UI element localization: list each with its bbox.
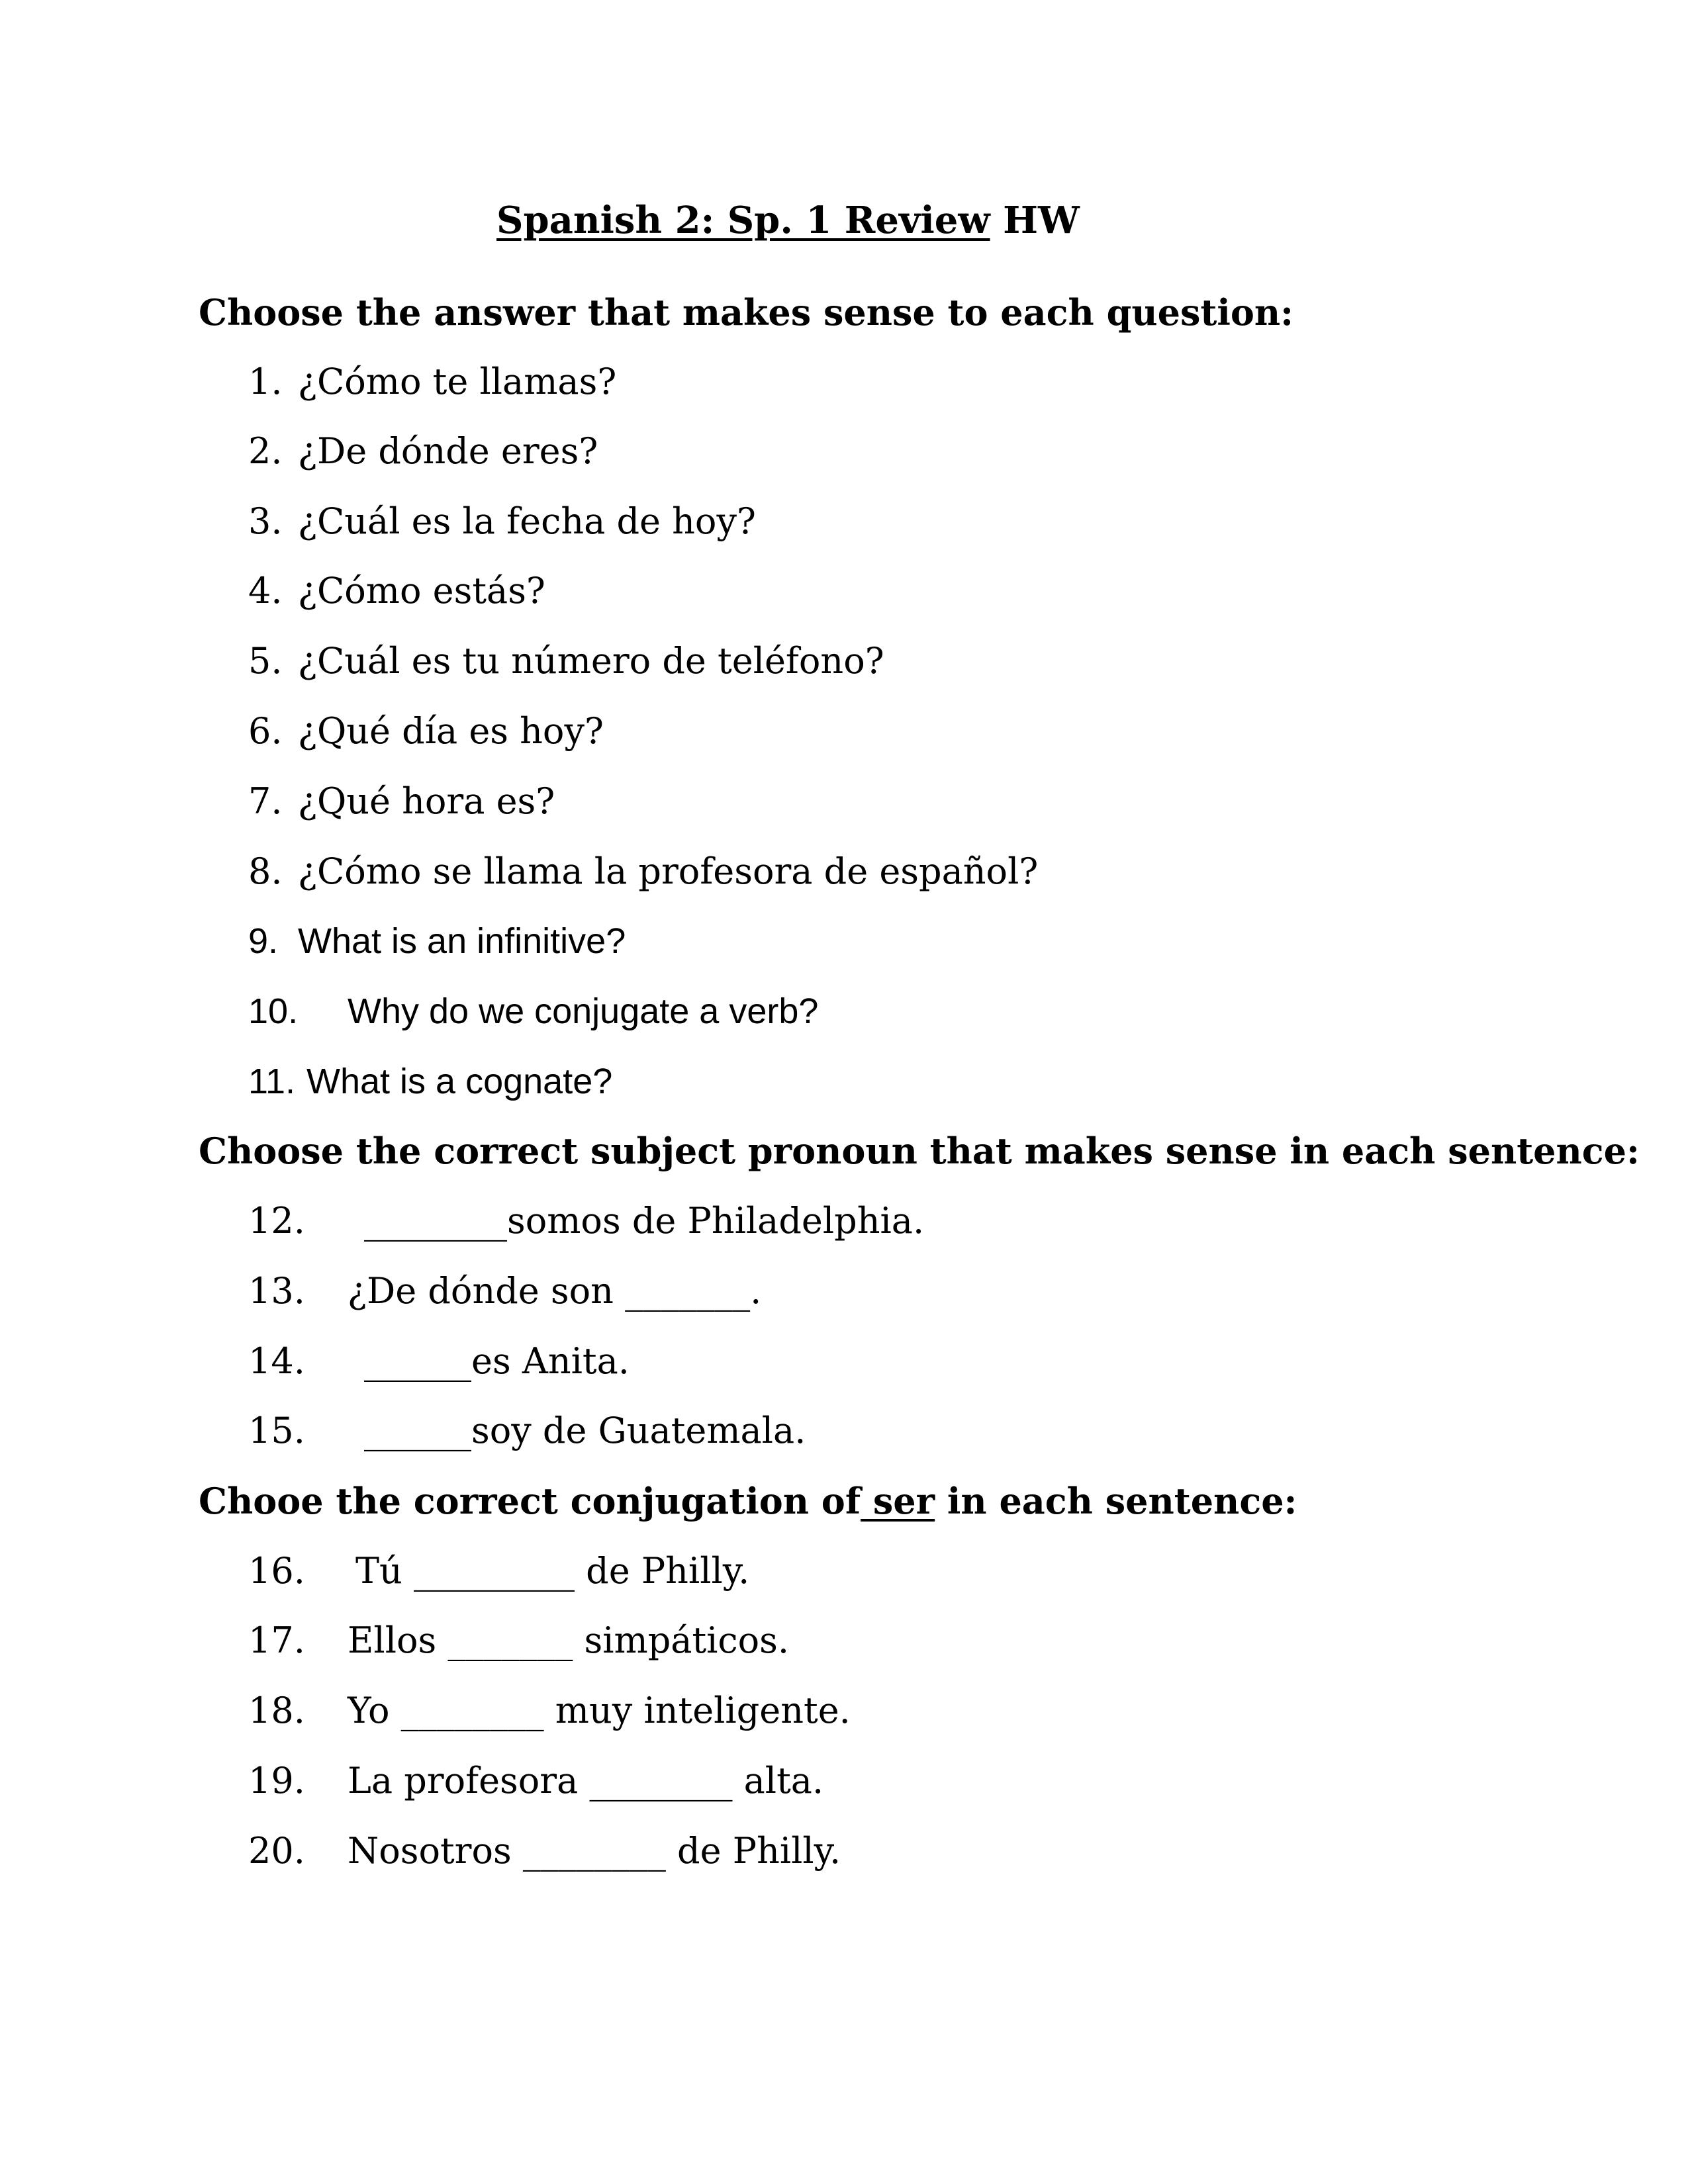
question-4 [248, 570, 545, 612]
section-3-heading [199, 1480, 1297, 1522]
question-number: 4. [248, 570, 283, 612]
question-14 [248, 1340, 630, 1382]
question-text: What is an infinitive? [298, 921, 626, 961]
question-6 [248, 710, 604, 752]
question-number: 9. [248, 921, 279, 961]
question-number: 11. [248, 1062, 296, 1101]
question-text: What is a cognate? [306, 1062, 613, 1101]
question-text: Why do we conjugate a verb? [348, 991, 819, 1031]
question-number: 6. [248, 710, 283, 752]
question-number: 2. [248, 430, 283, 472]
question-text: Yo ________ muy inteligente. [348, 1690, 851, 1731]
question-text: ________somos de Philadelphia. [364, 1200, 925, 1242]
question-8 [248, 850, 1038, 892]
question-number: 19. [248, 1760, 305, 1801]
question-text: ¿Cómo te llamas? [298, 361, 617, 402]
section-2-heading: Choose the correct subject pronoun that makes sense in each sentence: [199, 1130, 1640, 1172]
question-text: ¿Qué día es hoy? [298, 710, 604, 752]
question-number: 20. [248, 1830, 305, 1872]
question-1 [248, 361, 616, 402]
section-3-heading-post: in each sentence: [935, 1480, 1297, 1522]
question-number: 16. [248, 1550, 305, 1592]
question-number: 1. [248, 361, 283, 402]
question-text: ______es Anita. [364, 1340, 630, 1382]
question-text: ¿Qué hora es? [298, 780, 555, 822]
question-17 [248, 1619, 789, 1661]
question-13 [248, 1270, 761, 1312]
question-number: 17. [248, 1619, 305, 1661]
page-title [496, 199, 1080, 242]
question-12 [248, 1200, 924, 1242]
question-9 [248, 920, 626, 962]
title-suffix: HW [990, 199, 1080, 242]
question-number: 8. [248, 850, 283, 892]
title-underlined: Spanish 2: Sp. 1 Review [496, 199, 990, 242]
question-text: Ellos _______ simpáticos. [348, 1619, 790, 1661]
question-text: La profesora ________ alta. [348, 1760, 824, 1801]
question-5 [248, 640, 884, 682]
question-number: 13. [248, 1270, 305, 1312]
question-number: 18. [248, 1690, 305, 1731]
question-text: ¿Cuál es tu número de teléfono? [298, 640, 884, 682]
question-text: ¿Cuál es la fecha de hoy? [298, 500, 756, 542]
question-number: 14. [248, 1340, 305, 1382]
question-number: 12. [248, 1200, 305, 1242]
question-11 [248, 1060, 612, 1102]
section-3-heading-pre: Chooe the correct conjugation of [199, 1480, 861, 1522]
question-text: ¿De dónde eres? [298, 430, 598, 472]
question-text: ¿Cómo se llama la profesora de español? [298, 850, 1039, 892]
question-20 [248, 1830, 841, 1872]
question-10 [248, 990, 818, 1032]
question-number: 15. [248, 1410, 305, 1451]
question-text: ¿De dónde son _______. [348, 1270, 762, 1312]
question-text: Tú _________ de Philly. [355, 1550, 750, 1592]
question-text: ¿Cómo estás? [298, 570, 545, 612]
question-text: ______soy de Guatemala. [364, 1410, 806, 1451]
question-2 [248, 430, 598, 472]
question-number: 5. [248, 640, 283, 682]
question-15 [248, 1410, 806, 1451]
question-19 [248, 1760, 823, 1801]
question-text: Nosotros ________ de Philly. [348, 1830, 841, 1872]
question-3 [248, 500, 756, 542]
section-3-heading-ser: ser [861, 1480, 935, 1522]
question-18 [248, 1690, 851, 1731]
question-number: 7. [248, 780, 283, 822]
question-number: 10. [248, 991, 299, 1031]
question-number: 3. [248, 500, 283, 542]
section-1-heading: Choose the answer that makes sense to each question: [199, 291, 1294, 334]
question-16 [248, 1550, 749, 1592]
question-7 [248, 780, 555, 822]
